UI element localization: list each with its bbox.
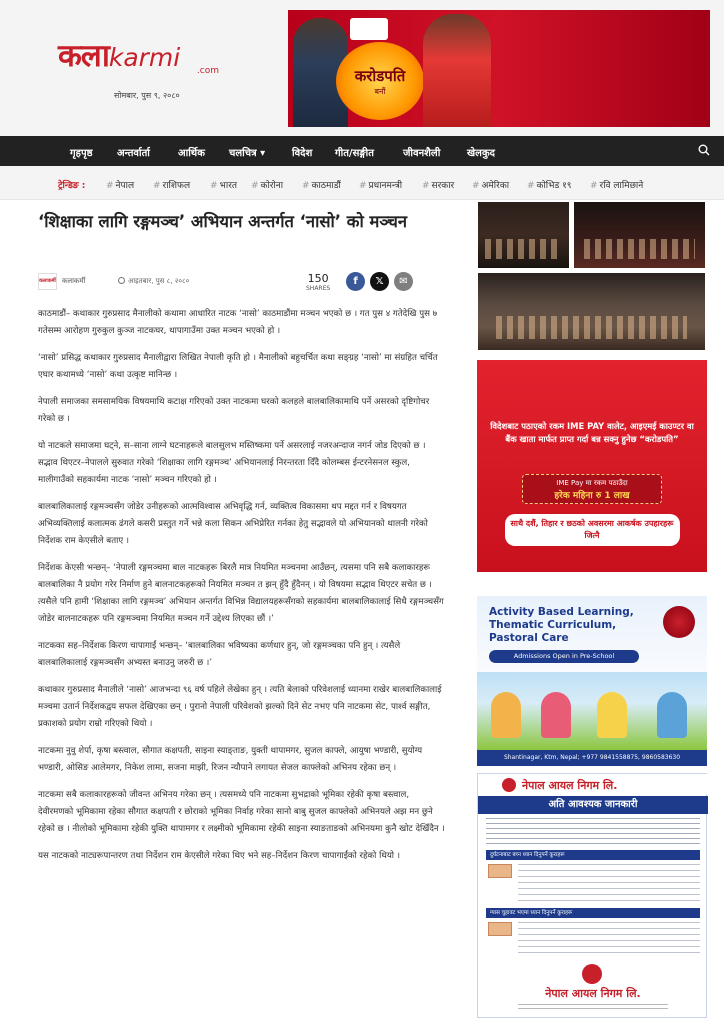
nav-item-lifestyle[interactable]: जीवनशैली	[403, 148, 441, 159]
logo-domain: .com	[196, 66, 219, 76]
author-avatar: कलाकर्मी	[38, 273, 57, 290]
noc-notice-title: अति आवश्यक जानकारी	[478, 796, 708, 814]
share-count: 150 SHARES	[306, 272, 331, 292]
trending-item[interactable]: # भारत	[210, 181, 238, 191]
trending-item[interactable]: # रवि लामिछाने	[590, 181, 644, 191]
trending-label: ट्रेन्डिङ :	[58, 181, 86, 191]
article-paragraph: यो नाटकले समाजमा घट्ने, स–साना लाग्ने घटनाहरूले बालसुलभ मस्तिष्कमा पर्ने असरलाई नजरअन्दाज नगर्न जोड दिएको छ । सद्भाव थिएटर–नेपालले सुरुवात गरेको ‘शिक्षाका लागि रङ्गमञ्च’ अभियानलाई निरन्तरता दिँदै कोलम्बस ईन्टरनेसनल स्कुल, मालीगाउँको सहकार्यमा नाटक ‘नासो’ मञ्चन गरिएको हो ।	[38, 441, 426, 485]
site-logo[interactable]	[58, 34, 223, 79]
article-paragraph: ‘नासो’ प्रसिद्ध कथाकार गुरुप्रसाद मैनालीद्वारा लिखित नेपाली कृति हो । मैनालीको बहुचर्चित कथा सङ्ग्रह ‘नासो’ मा संग्रहित चर्चित एघार कथामध्ये ‘नासो’ कथा उत्कृष्ट मानिन्छ ।	[38, 353, 438, 380]
banner-person-right	[423, 14, 491, 127]
noc-logo-icon	[502, 778, 516, 792]
article-paragraph: यस नाटकको नाट्यरूपान्तरण तथा निर्देशन राम केएसीले गरेका थिए भने सह–निर्देशन किरण चापागाईंको रहेको थियो ।	[38, 851, 401, 861]
trending-item[interactable]: # राशिफल	[153, 181, 191, 191]
site-header	[0, 0, 724, 136]
gas-cylinder-icon	[488, 864, 512, 878]
logo-main-text: कला	[58, 38, 109, 74]
noc-section-heading: दुर्घटनाबाट बच्न ध्यान दिनुपर्ने कुराहरू	[486, 850, 700, 860]
school-logo-icon	[663, 606, 695, 638]
kid-figure	[597, 692, 627, 738]
main-nav	[0, 136, 724, 166]
article-paragraph: नाटकका सह–निर्देशक किरण चापागाईं भन्छन्– ‘बालबालिका भविष्यका कर्णधार हुन्, जो रङ्गमञ्चका पनि हुन् । त्यसैले बालबालिकालाई रङ्गमञ्चसँग अभ्यस्त बनाउनु जरुरी छ ।’	[38, 641, 401, 668]
nav-item-film[interactable]: चलचित्र ▾	[229, 148, 266, 159]
email-share-icon[interactable]: ✉	[394, 272, 413, 291]
search-icon[interactable]	[698, 144, 710, 156]
article-paragraph: नेपाली समाजका समसामयिक विषयमाथि कटाक्ष गरिएको उक्त नाटकमा घरको कलहले बालबालिकामाथि पर्ने असरको दृष्टिगोचर गरेको छ ।	[38, 397, 430, 424]
school-ad-photo	[477, 672, 707, 750]
header-banner-ad[interactable]	[288, 10, 710, 127]
kid-figure	[657, 692, 687, 738]
article-paragraph: नाटकमा नुवु शेर्पा, कृषा बस्त्वाल, सौगात कक्षपती, साइना स्याङ्ताङ, युक्ती थापामगर, सुजल काफ्ले, आयुषा भण्डारी, सुयोग्य भण्डारी, ओसिङ आलेमगर, निकेश लामा, सजना माझी, रिजन न्यौपाने लगायत सेजल काफ्लेको अभिनय रहेका छन् ।	[38, 746, 423, 773]
trending-item[interactable]: # कोरोना	[251, 181, 284, 191]
noc-section-heading: ग्यास चुहावट भएमा ध्यान दिनुपर्ने कुराहरू	[486, 908, 700, 918]
header-date: सोमबार, पुस ९, २०८०	[114, 91, 180, 100]
trending-item[interactable]: # सरकार	[422, 181, 455, 191]
nav-item-economy[interactable]: आर्थिक	[178, 148, 205, 159]
gallery-photo[interactable]	[476, 200, 571, 270]
school-ad-pill: Admissions Open in Pre-School	[489, 650, 639, 663]
ime-ad-offer: IME Pay मा रकम पठाउँदा हरेक महिना रु 1 लाख	[522, 474, 662, 504]
banner-badge-sub: बनौं	[374, 86, 386, 96]
gallery-photo[interactable]	[476, 271, 707, 352]
trending-item[interactable]: # अमेरिका	[472, 181, 510, 191]
article-paragraph: काठमाडौं– कथाकार गुरुप्रसाद मैनालीको कथामा आधारित नाटक ‘नासो’ काठमाडौंमा मञ्चन भएको छ । गत पुस ४ गतेदेखि पुस ७ गतेसम्म आरोहण गुरुकुल कुञ्ज नाटकघर, थापागाउँमा उक्त मञ्चन भएको हो ।	[38, 309, 438, 336]
nav-item-sports[interactable]: खेलकुद	[467, 148, 495, 159]
banner-badge	[336, 42, 424, 120]
gallery-photo[interactable]	[572, 200, 707, 270]
noc-ad[interactable]	[477, 773, 707, 1018]
noc-bottom-logo-icon	[582, 964, 602, 984]
ime-ad-footer: साथै दशैं, तिहार र छठको अवसरमा आकर्षक उपहारहरू जित्नै	[505, 514, 680, 546]
trending-item[interactable]: # काठमाडौं	[302, 181, 341, 191]
author-name[interactable]: कलाकर्मी	[62, 277, 86, 285]
article-meta	[38, 270, 438, 294]
nav-item-interview[interactable]: अन्तर्वार्ता	[117, 148, 150, 159]
article-body	[38, 306, 446, 875]
article-paragraph: कथाकार गुरुप्रसाद मैनालीले ‘नासो’ आजभन्दा ९६ वर्ष पहिले लेखेका हुन् । त्यति बेलाको परिवेशलाई ध्यानमा राखेर बालबालिकालाई मञ्चमा उतार्न निर्देशकद्वय सफल देखिएका छन् । पुरानो नेपाली परिवेशको झल्को दिने सेट नभए पनि नाटकमा सेट, पार्श्व सङ्गीत, प्रकाशको प्रयोग राम्रो गरिएको थियो ।	[38, 685, 442, 729]
trending-item[interactable]: # नेपाल	[106, 181, 135, 191]
logo-karmi-text: karmi	[108, 43, 181, 72]
noc-bottom-name: नेपाल आयल निगम लि.	[545, 987, 641, 1000]
ime-pay-ad[interactable]	[477, 360, 707, 572]
banner-phone-icon	[350, 18, 388, 40]
nav-item-music[interactable]: गीत/सङ्गीत	[335, 148, 374, 159]
facebook-share-icon[interactable]: f	[346, 272, 365, 291]
ime-ad-headline: विदेशबाट पठाएको रकम IME PAY वालेट, आइएमई काउण्टर वा बैंक खाता मार्फत प्राप्त गर्दा बन्न सक्नु हुनेछ “करोडपति”	[490, 421, 694, 444]
noc-address	[518, 1004, 668, 1012]
noc-name: नेपाल आयल निगम लि.	[522, 779, 618, 792]
school-ad-footer: Shantinagar, Ktm, Nepal; +977 9841558875, 9860583630	[477, 750, 707, 766]
noc-section-text	[518, 864, 700, 902]
banner-badge-title: करोडपति	[354, 66, 406, 85]
school-ad-title: Activity Based Learning, Thematic Curriculum, Pastoral Care	[489, 606, 634, 644]
article-paragraph: बालबालिकालाई रङ्गमञ्चसँग जोडेर उनीहरूको आत्मविश्वास अभिवृद्धि गर्न, व्यक्तित्व विकासमा थप मद्दत गर्न र विषयगत अभिव्यक्तिलाई कलात्मक ढंगले कसरी प्रस्तुत गर्ने भन्ने कला सिकन अभिप्रेरित गर्नका हेतु सद्भावले यो अभियानको थालनी गरेको निर्देशक राम केएसीले बताए ।	[38, 502, 428, 546]
nav-item-home[interactable]: गृहपृष्ठ	[70, 148, 93, 159]
nav-item-world[interactable]: विदेश	[292, 148, 313, 159]
article-photo-gallery	[476, 200, 707, 352]
article-paragraph: नाटकमा सबै कलाकारहरूको जीवन्त अभिनय गरेका छन् । त्यसमध्ये पनि नाटकमा सुभद्राको भूमिका रहेकी कृषा बस्त्वाल, देवीरमणको भूमिकामा रहेका सौगात कक्षपती र छोराको भूमिका निर्वाह गरेका सानो बाबु सुजल काफ्लेको अभिनयले अझ मन छुने रहेको छ । नीलोको भूमिकामा रहेकी युक्ति थापामगर र लक्ष्मीको भूमिकामा रहेकी साइना स्याङताङको अभिनयमा कुनै खोट देखिँदैन ।	[38, 790, 445, 834]
school-ad[interactable]	[477, 596, 707, 766]
trending-item[interactable]: # कोभिड १९	[527, 181, 572, 191]
clock-icon	[118, 277, 125, 284]
noc-header	[478, 774, 708, 794]
kid-figure	[491, 692, 521, 738]
noc-intro-text	[486, 818, 700, 846]
trending-bar	[0, 166, 724, 200]
gas-stove-icon	[488, 922, 512, 936]
trending-item[interactable]: # प्रधानमन्त्री	[359, 181, 403, 191]
article-date: आइतबार, पुस ८, २०८०	[118, 277, 189, 286]
article-title: ‘शिक्षाका लागि रङ्गमञ्च’ अभियान अन्तर्गत ‘नासो’ को मञ्चन	[38, 212, 408, 231]
noc-section-text	[518, 922, 700, 956]
kid-figure	[541, 692, 571, 738]
article-paragraph: निर्देशक केएसी भन्छन्– ‘नेपाली रङ्गमञ्चमा बाल नाटकहरू बिरलै मात्र नियमित मञ्चनमा आउँछन्, त्यसमा पनि सबै कलाकारहरू बालबालिका नै प्रयोग गरेर निर्माण हुने बालनाटकहरूको नियमित मञ्चन त झन् हुँदै हुँदैनन् । यो विषयमा सद्भाव थिएटर सचेत छ । त्यसैले पनि हामी ‘शिक्षाका लागि रङ्गमञ्च’ अभियान अन्तर्गत विभिन्न विद्यालयहरूसँगको सहकार्यमा बालबालिकालाई सिधै रङ्गमञ्चसँग जोडेर बालनाटकहरू पनि रङ्गमञ्चमा नियमित मञ्चन गर्ने उद्देश्य लिएका छौं ।’	[38, 563, 444, 624]
x-share-icon[interactable]: 𝕏	[370, 272, 389, 291]
